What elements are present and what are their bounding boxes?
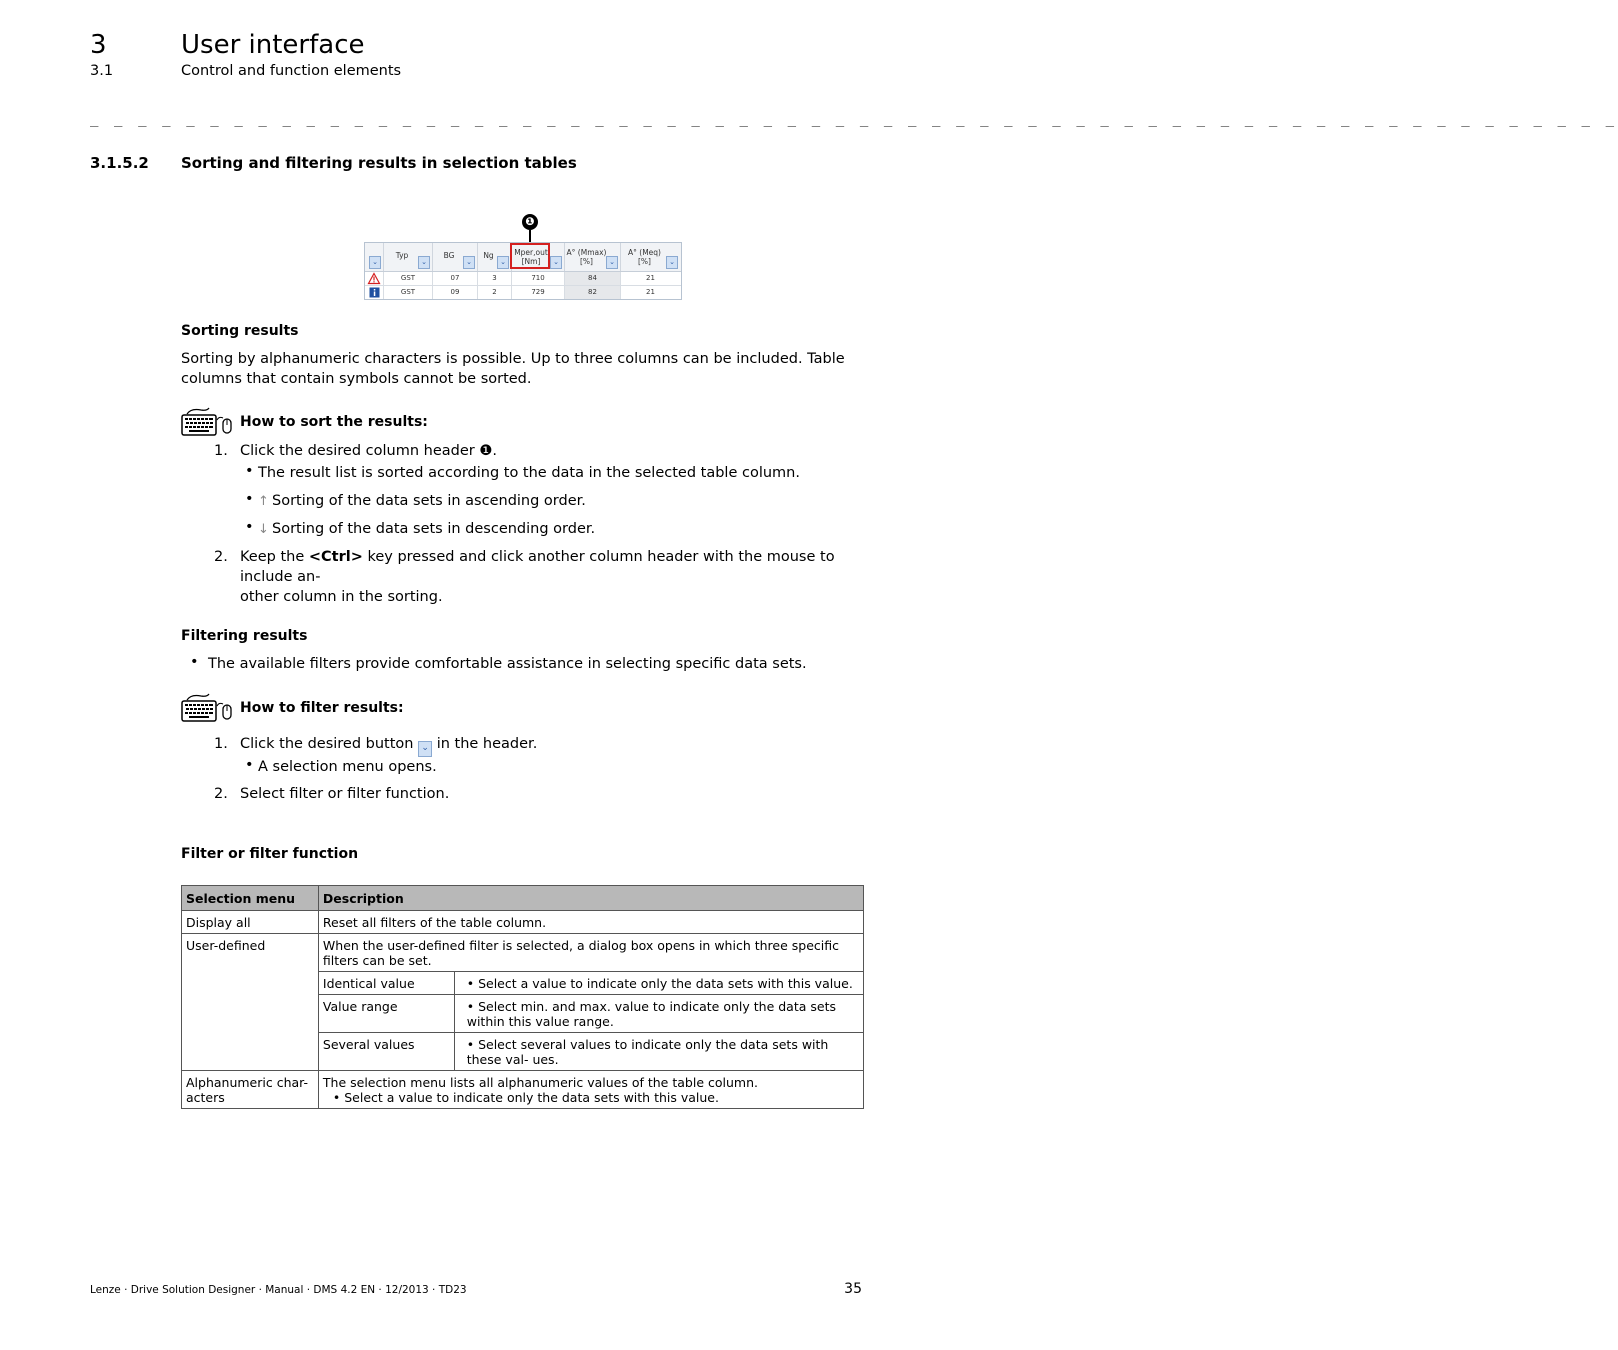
sorting-heading: Sorting results [181, 323, 299, 339]
filter-table-heading: Filter or filter function [181, 846, 359, 862]
table-cell: • Select several values to indicate only the data sets with these val- ues. [454, 1033, 863, 1071]
sort-bullet-3 [258, 519, 595, 540]
table-header: Selection menu [182, 886, 319, 911]
table-header-row [182, 886, 864, 911]
text: key pressed and click another column header with the mouse to include an- [240, 549, 835, 585]
bullet-dot: • [245, 463, 254, 479]
arrow-up-icon: ↑ [258, 494, 269, 509]
sort-howto-heading: How to sort the results: [240, 414, 428, 430]
table-cell: Display all [182, 911, 319, 934]
text: Click the desired button [240, 736, 414, 752]
table-row [182, 1071, 864, 1109]
filter-howto-heading: How to filter results: [240, 700, 404, 716]
screenshot-row [365, 272, 681, 286]
table-header: Description [318, 886, 863, 911]
column-label: A° (Meq) [%] [628, 248, 661, 266]
dropdown-icon: ⌄ [418, 256, 430, 269]
dropdown-icon: ⌄ [497, 256, 509, 269]
header-separator: _ _ _ _ _ _ _ _ _ _ _ _ _ _ _ _ _ _ _ _ _ _ _ _ _ _ _ _ _ _ _ _ _ _ _ _ _ _ _ _ _ _ _ _ _ _ _ _ _ _ _ _ _ _ _ _ _ _ _ _ _ _ _ _ [90, 111, 1618, 127]
text: Keep the [240, 549, 309, 565]
footer-text: Lenze · Drive Solution Designer · Manual · DMS 4.2 EN · 12/2013 · TD23 [90, 1284, 467, 1296]
table-cell: Identical value [318, 972, 454, 995]
filtering-heading: Filtering results [181, 628, 308, 644]
cell: 2 [478, 286, 512, 299]
table-cell: When the user-defined filter is selected, a dialog box opens in which three specific filters can be set. [318, 934, 863, 972]
column-label: BG [443, 251, 455, 260]
cell: 07 [433, 272, 478, 285]
arrow-down-icon: ↓ [258, 522, 269, 537]
bullet-dot: • [245, 757, 254, 773]
cell: 21 [646, 274, 655, 282]
table-cell: • Select min. and max. value to indicate only the data sets within this value range. [454, 995, 863, 1033]
table-cell: User-defined [182, 934, 319, 1071]
screenshot-column-header [478, 243, 512, 271]
bullet-dot: • [190, 654, 199, 670]
text: other column in the sorting. [240, 589, 443, 605]
keyboard-mouse-icon [181, 406, 231, 438]
step-number: 1. [214, 443, 228, 459]
screenshot-column-header [621, 243, 680, 271]
screenshot-icon-column [365, 243, 384, 271]
column-label: A° (Mmax) [%] [566, 248, 607, 266]
table-row [182, 911, 864, 934]
bullet-text: Sorting of the data sets in ascending order. [272, 493, 586, 509]
section-title: Control and function elements [181, 63, 402, 79]
bullet-text: Sorting of the data sets in descending order. [272, 521, 596, 537]
ctrl-key: <Ctrl> [308, 549, 363, 565]
filter-table [181, 885, 864, 1109]
step-number: 2. [214, 786, 228, 802]
sort-bullet-1: The result list is sorted according to the data in the selected table column. [258, 465, 800, 481]
column-label: Mper,out [Nm] [514, 248, 548, 266]
dropdown-icon: ⌄ [418, 741, 432, 757]
cell: 729 [512, 286, 565, 299]
chapter-title: User interface [181, 30, 365, 60]
sorting-intro: Sorting by alphanumeric characters is possible. Up to three columns can be included. Table columns that contain symbols cannot be sorted. [181, 351, 845, 387]
subsection-number: 3.1.5.2 [90, 154, 149, 172]
dropdown-icon: ⌄ [550, 256, 562, 269]
column-label: Typ [395, 251, 409, 260]
filter-step1-text [240, 734, 537, 757]
section-number: 3.1 [90, 63, 114, 79]
column-label: Ng [483, 251, 494, 260]
cell: 84 [565, 272, 621, 285]
dropdown-icon: ⌄ [666, 256, 678, 269]
step-number: 1. [214, 736, 228, 752]
filter-bullet: A selection menu opens. [258, 759, 437, 775]
table-cell: Reset all filters of the table column. [318, 911, 863, 934]
cell: 710 [512, 272, 565, 285]
cell: 21 [646, 288, 655, 296]
screenshot-row [365, 286, 681, 299]
cell-text: The selection menu lists all alphanumeric values of the table column. [322, 1075, 758, 1090]
table-cell [318, 1071, 863, 1109]
cell: 09 [433, 286, 478, 299]
dropdown-icon: ⌄ [369, 256, 381, 269]
step-number: 2. [214, 549, 228, 565]
chapter-number: 3 [90, 30, 107, 60]
cell: 82 [565, 286, 621, 299]
sort-step2-text [240, 547, 870, 607]
text: in the header. [436, 736, 538, 752]
info-icon [365, 286, 384, 299]
table-row [182, 934, 864, 972]
sort-step1-text: Click the desired column header ❶. [240, 443, 497, 459]
subsection-title: Sorting and filtering results in selection tables [181, 154, 577, 172]
table-cell: • Select a value to indicate only the data sets with this value. [454, 972, 863, 995]
cell: GST [384, 286, 433, 299]
filter-step2-text: Select filter or filter function. [240, 786, 450, 802]
highlighted-column-header [510, 243, 550, 269]
cell: 3 [478, 272, 512, 285]
warning-icon [365, 272, 384, 285]
cell: GST [384, 272, 433, 285]
sort-bullet-2 [258, 491, 586, 512]
dropdown-icon: ⌄ [463, 256, 475, 269]
keyboard-mouse-icon [181, 692, 231, 724]
callout-marker: ❶ [522, 214, 538, 230]
table-cell: Alphanumeric char- acters [182, 1071, 319, 1109]
bullet-dot: • [245, 519, 254, 535]
table-cell: Value range [318, 995, 454, 1033]
page-number: 35 [844, 1281, 862, 1297]
screenshot-column-header [433, 243, 478, 271]
screenshot-column-header [384, 243, 433, 271]
dropdown-icon: ⌄ [606, 256, 618, 269]
cell-bullet: • Select a value to indicate only the data sets with this value. [332, 1090, 719, 1105]
screenshot-column-header [565, 243, 621, 271]
filtering-bullet: The available filters provide comfortable assistance in selecting specific data sets. [208, 656, 807, 672]
table-cell: Several values [318, 1033, 454, 1071]
bullet-dot: • [245, 491, 254, 507]
